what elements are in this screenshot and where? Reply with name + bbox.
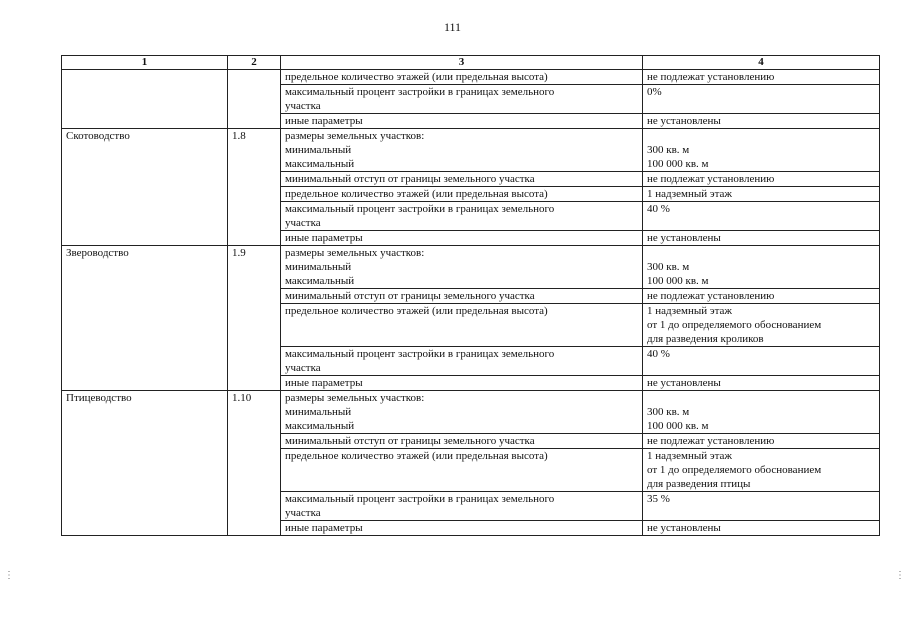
value-cell [643, 85, 880, 114]
value-line: не подлежат установлению [647, 71, 775, 83]
value-cell [643, 202, 880, 231]
use-type-cell [62, 70, 228, 129]
value-line: не подлежат установлению [647, 435, 775, 447]
value-cell [643, 172, 880, 187]
parameter-line: участка [285, 362, 321, 374]
value-cell [643, 129, 880, 172]
parameter-line: максимальный процент застройки в границах земельного [285, 348, 555, 360]
value-line: от 1 до определяемого обоснованием [647, 464, 822, 476]
parameter-line: иные параметры [285, 115, 363, 127]
parameter-line: участка [285, 507, 321, 519]
value-line: не установлены [647, 377, 721, 389]
value-cell [643, 347, 880, 376]
parameter-cell [281, 347, 643, 376]
value-line: для разведения кроликов [647, 333, 764, 345]
parameter-line: участка [285, 217, 321, 229]
parameter-cell [281, 114, 643, 129]
value-cell [643, 434, 880, 449]
use-type-cell: Звероводство [62, 246, 228, 391]
value-cell [643, 114, 880, 129]
value-cell [643, 449, 880, 492]
parameter-line: минимальный [285, 144, 352, 156]
page-number: 111 [443, 20, 462, 34]
parameter-line: максимальный процент застройки в границах земельного [285, 86, 555, 98]
parameter-cell [281, 376, 643, 391]
parameter-cell [281, 70, 643, 85]
parameter-cell [281, 187, 643, 202]
parameter-line: максимальный [285, 158, 355, 170]
value-line: 40 % [647, 203, 670, 215]
table-body [62, 70, 880, 536]
land-parameters-table [61, 55, 880, 536]
parameter-line: максимальный [285, 420, 355, 432]
table-row [62, 129, 880, 172]
parameter-line: предельное количество этажей (или предельная высота) [285, 188, 548, 200]
value-cell [643, 304, 880, 347]
value-line: 0% [647, 86, 662, 98]
parameter-cell [281, 521, 643, 536]
value-line [647, 246, 875, 260]
parameter-line: минимальный [285, 406, 352, 418]
value-line [647, 129, 875, 143]
value-line: 300 кв. м [647, 261, 690, 273]
value-cell [643, 376, 880, 391]
parameter-line: размеры земельных участков: [285, 130, 425, 142]
column-header: 1 [62, 56, 228, 70]
table-header-row [62, 56, 880, 70]
table-row [62, 246, 880, 289]
parameter-cell [281, 202, 643, 231]
use-type-cell: Скотоводство [62, 129, 228, 246]
left-edge-mark: ⋮ [4, 570, 14, 581]
parameter-line: предельное количество этажей (или предельная высота) [285, 305, 548, 317]
value-line: 35 % [647, 493, 670, 505]
value-line: 1 надземный этаж [647, 305, 732, 317]
parameter-cell [281, 231, 643, 246]
parameter-line: размеры земельных участков: [285, 247, 425, 259]
parameter-cell [281, 172, 643, 187]
value-cell [643, 231, 880, 246]
value-line: 100 000 кв. м [647, 275, 709, 287]
value-line: 100 000 кв. м [647, 420, 709, 432]
parameter-line: иные параметры [285, 522, 363, 534]
value-cell [643, 391, 880, 434]
table-row [62, 70, 880, 85]
parameter-cell [281, 449, 643, 492]
parameter-line: максимальный процент застройки в границах земельного [285, 493, 555, 505]
parameter-cell [281, 391, 643, 434]
parameter-cell [281, 246, 643, 289]
parameter-line: размеры земельных участков: [285, 392, 425, 404]
parameter-line: минимальный отступ от границы земельного участка [285, 435, 535, 447]
value-line: от 1 до определяемого обоснованием [647, 319, 822, 331]
value-cell [643, 246, 880, 289]
value-line [647, 391, 875, 405]
value-line: 100 000 кв. м [647, 158, 709, 170]
value-line: не подлежат установлению [647, 173, 775, 185]
table-row [62, 391, 880, 434]
parameter-line: предельное количество этажей (или предельная высота) [285, 71, 548, 83]
column-header: 3 [281, 56, 643, 70]
value-line: не установлены [647, 522, 721, 534]
column-header: 4 [643, 56, 880, 70]
use-type-cell: Птицеводство [62, 391, 228, 536]
value-cell [643, 70, 880, 85]
value-line: не установлены [647, 115, 721, 127]
value-line: 40 % [647, 348, 670, 360]
parameter-cell [281, 304, 643, 347]
parameter-line: предельное количество этажей (или предельная высота) [285, 450, 548, 462]
column-header: 2 [228, 56, 281, 70]
right-edge-mark: ⋮ [895, 570, 905, 581]
parameter-cell [281, 434, 643, 449]
code-cell: 1.8 [228, 129, 281, 246]
code-cell: 1.10 [228, 391, 281, 536]
parameter-cell [281, 129, 643, 172]
value-cell [643, 521, 880, 536]
parameter-line: иные параметры [285, 232, 363, 244]
parameter-line: участка [285, 100, 321, 112]
value-cell [643, 492, 880, 521]
value-cell [643, 289, 880, 304]
value-line: для разведения птицы [647, 478, 751, 490]
parameter-line: минимальный отступ от границы земельного участка [285, 173, 535, 185]
value-cell [643, 187, 880, 202]
parameter-line: минимальный отступ от границы земельного участка [285, 290, 535, 302]
value-line: 1 надземный этаж [647, 450, 732, 462]
parameter-line: иные параметры [285, 377, 363, 389]
value-line: 300 кв. м [647, 406, 690, 418]
parameter-line: минимальный [285, 261, 352, 273]
code-cell: 1.9 [228, 246, 281, 391]
code-cell [228, 70, 281, 129]
parameter-cell [281, 85, 643, 114]
parameter-line: максимальный [285, 275, 355, 287]
parameter-cell [281, 289, 643, 304]
value-line: не установлены [647, 232, 721, 244]
value-line: 300 кв. м [647, 144, 690, 156]
parameter-line: максимальный процент застройки в границах земельного [285, 203, 555, 215]
value-line: не подлежат установлению [647, 290, 775, 302]
value-line: 1 надземный этаж [647, 188, 732, 200]
parameter-cell [281, 492, 643, 521]
